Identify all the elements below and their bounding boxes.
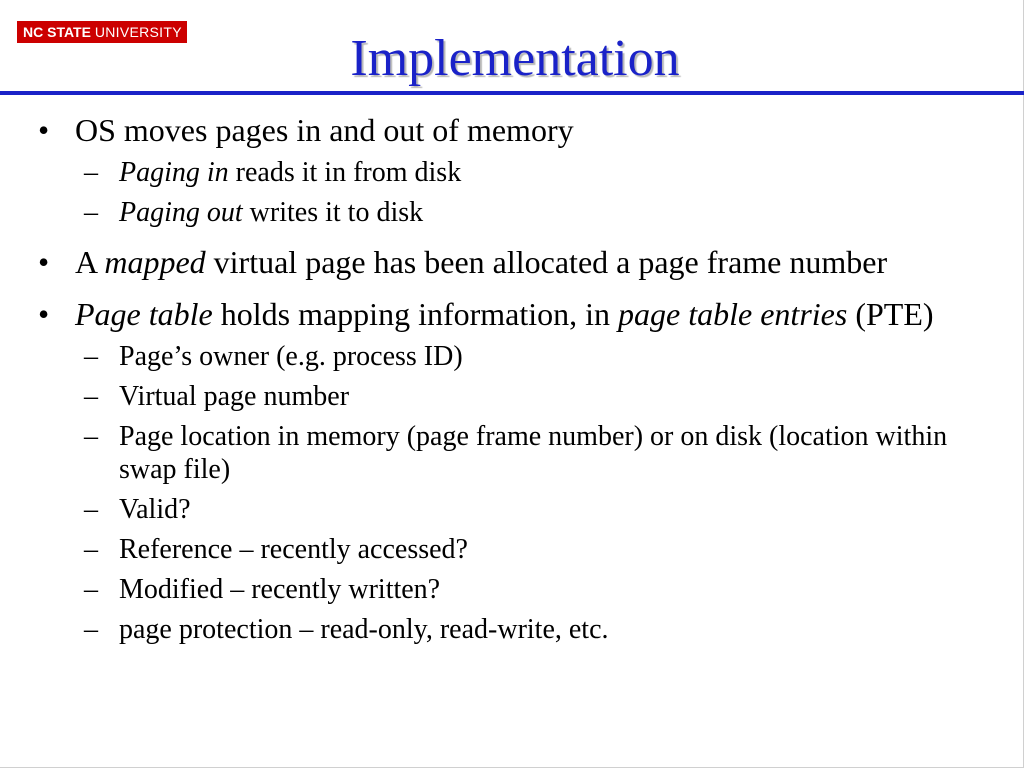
slide-body [38, 112, 978, 646]
sub-bullet-virtual-page-number [82, 380, 978, 413]
sub-bullet-owner [82, 340, 978, 373]
sub-bullet-text: Modified – recently written? [119, 574, 441, 605]
sub-bullet-paging-out [82, 196, 978, 229]
sub-bullet-text: Valid? [119, 494, 191, 525]
bullet-page-table [38, 296, 978, 333]
sub-bullet-paging-in [82, 156, 978, 189]
sub-bullet-text: page protection – read-only, read-write, etc. [119, 614, 609, 645]
logo-text-bold: NC STATE [23, 24, 91, 40]
bullet-text-pre: A [75, 244, 105, 280]
bullet-text-mid: holds mapping information, in [212, 296, 619, 332]
logo-text-light: UNIVERSITY [94, 24, 182, 40]
bullet-term-2: page table entries [618, 296, 848, 332]
sub-bullet-text: writes it to disk [242, 197, 424, 228]
bullet-text: virtual page has been allocated a page frame number [205, 244, 888, 280]
sub-bullet-reference [82, 533, 978, 566]
sub-bullet-text: Reference – recently accessed? [119, 534, 468, 565]
bullet-os-moves-pages [38, 112, 978, 149]
sub-bullet-modified [82, 573, 978, 606]
sub-bullet-protection [82, 613, 978, 646]
bullet-text: (PTE) [847, 296, 934, 332]
slide-title: Implementation [350, 30, 680, 87]
bullet-text: OS moves pages in and out of memory [75, 112, 574, 148]
sub-bullet-text: Page’s owner (e.g. process ID) [119, 341, 463, 372]
title-divider [0, 91, 1024, 95]
sub-bullet-term: Paging in [119, 157, 229, 188]
bullet-term: mapped [104, 244, 206, 280]
bullet-mapped-page [38, 244, 978, 281]
sub-bullet-valid [82, 493, 978, 526]
sub-bullet-page-location [82, 420, 978, 486]
sub-bullet-text: Virtual page number [119, 381, 350, 412]
sub-bullet-term: Paging out [119, 197, 243, 228]
sub-bullet-text: Page location in memory (page frame number) or on disk (location within swap file) [119, 421, 948, 485]
sub-bullet-text: reads it in from disk [228, 157, 462, 188]
bullet-term: Page table [75, 296, 213, 332]
